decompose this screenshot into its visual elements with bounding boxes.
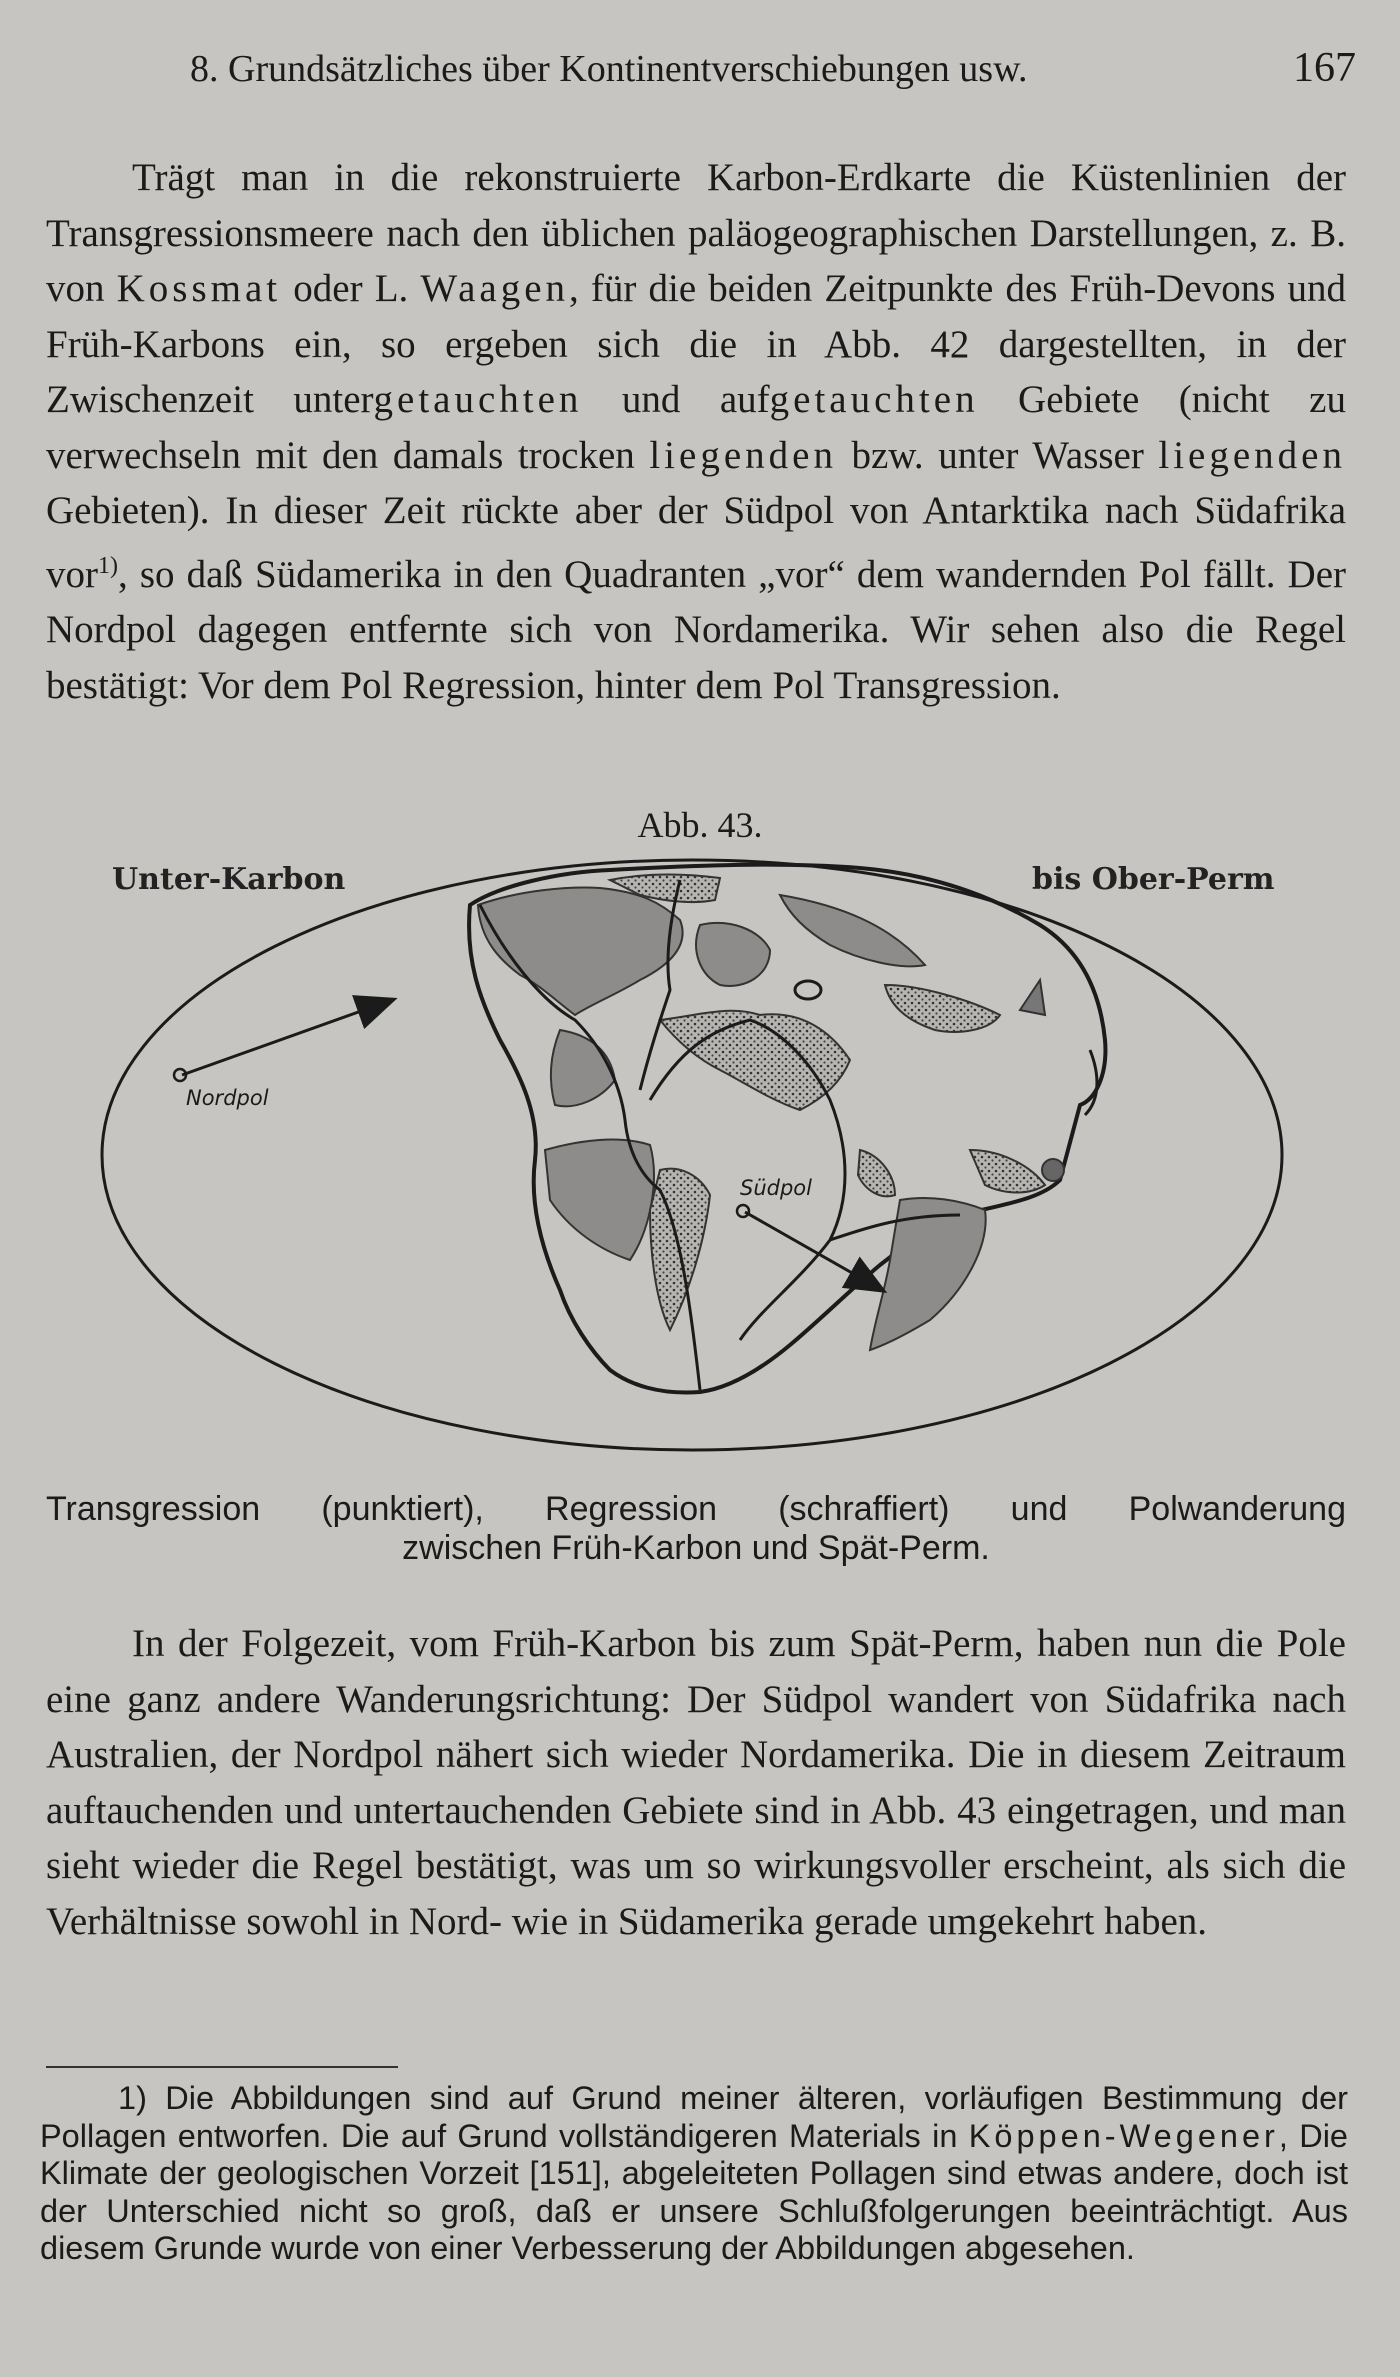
footnote: 1) Die Abbildungen sind auf Grund meiner älteren, vorläufigen Bestimmung der Pollagen entworfen. Die auf Grund vollständigeren Materials in Köppen-Wegener, Die Klimate der geologischen Vorzeit [151], abgeleiteten Pollagen sind etwas andere, doch ist der Unterschied nicht so groß, daß er unsere Schlußfolgerungen beeinträchtigt. Aus diesem Grunde wurde von einer Verbesserung der Abbildungen abgesehen. xyxy=(40,2080,1348,2266)
map-label-left: Unter-Karbon xyxy=(112,862,346,897)
north-pole-path-arrow xyxy=(182,1000,392,1075)
transgression-area-madagascar xyxy=(858,1150,895,1196)
regression-area-east xyxy=(1020,980,1045,1015)
transgression-area-india xyxy=(970,1150,1045,1193)
map-label-right: bis Ober-Perm xyxy=(1032,862,1275,897)
transgression-area-africa-north xyxy=(660,1011,850,1110)
regression-area-asia xyxy=(780,895,925,966)
running-title: 8. Grundsätzliches über Kontinentverschiebungen usw. xyxy=(190,48,1028,90)
figure-number: Abb. 43. xyxy=(637,805,763,845)
map-outline xyxy=(102,860,1282,1450)
pangaea-map xyxy=(0,840,1400,1460)
authors-koeppen-wegener: Köppen-Wegener xyxy=(968,2117,1279,2154)
south-pole-path-arrow xyxy=(745,1212,882,1290)
running-head xyxy=(190,44,1356,92)
footnote-mark: 1) xyxy=(118,2080,147,2116)
transgression-area-asia-belt xyxy=(885,985,1000,1032)
paragraph-2: In der Folgezeit, vom Früh-Karbon bis zum Spät-Perm, haben nun die Pole eine ganz andere Wanderungsrichtung: Der Südpol wandert von Südafrika nach Australien, der Nordpol nähert sich wieder Nordamerika. Die in diesem Zeitraum auftauchenden und untertauchenden Gebiete sind in Abb. 43 eingetragen, und man sieht wieder die Regel bestätigt, was um so wirkungsvoller erscheint, als sich die Verhältnisse sowohl in Nord- wie in Südamerika gerade umgekehrt haben. xyxy=(46,1622,1346,1943)
author-kossmat: Kossmat xyxy=(116,267,282,310)
figure-caption xyxy=(46,1490,1346,1568)
footnote-ref: 1) xyxy=(98,552,118,579)
footnote-rule xyxy=(46,2066,398,2068)
south-pole-start-marker xyxy=(737,1205,749,1217)
boundary-asia-east xyxy=(1085,1050,1097,1115)
regression-area-europe xyxy=(696,923,770,986)
island-outline xyxy=(795,981,821,999)
paragraph-1: Trägt man in die rekonstruierte Karbon-Erdkarte die Küstenlinien der Transgressionsmeere nach den üblichen paläogeographischen Darstellungen, z. B. von Kossmat oder L. Waagen, für die beiden Zeitpunkte des Früh-Devons und Früh-Karbons ein, so ergeben sich die in Abb. 42 dargestellten, in der Zwischenzeit untergetauchten und aufgetauchten Gebiete (nicht zu verwechseln mit den damals trocken liegenden bzw. unter Wasser liegenden Gebieten). In dieser Zeit rückte aber der Südpol von Antarktika nach Südafrika vor$^{1)}$, so daß Südamerika in den Quadranten „vor“ dem wandernden Pol fällt. Der Nordpol dagegen entfernte sich von Nordamerika. Wir sehen also die Regel bestätigt: Vor dem Pol Regression, hinter dem Pol Transgression. xyxy=(46,156,1347,707)
author-waagen: Waagen xyxy=(420,267,570,310)
figure-caption-line-2: zwischen Früh-Karbon und Spät-Perm. xyxy=(402,1529,990,1567)
figure-caption-line-1: Transgression (punktiert), Regression (schraffiert) und Polwanderung xyxy=(46,1490,1346,1528)
regression-area-australia xyxy=(870,1198,986,1350)
page-number: 167 xyxy=(1293,45,1356,91)
north-pole-label: Nordpol xyxy=(186,1086,269,1110)
south-pole-label: Südpol xyxy=(740,1176,812,1200)
marker-dot-east xyxy=(1042,1159,1064,1181)
regression-area-central xyxy=(551,1030,615,1106)
regression-area-south-america xyxy=(545,1140,654,1260)
